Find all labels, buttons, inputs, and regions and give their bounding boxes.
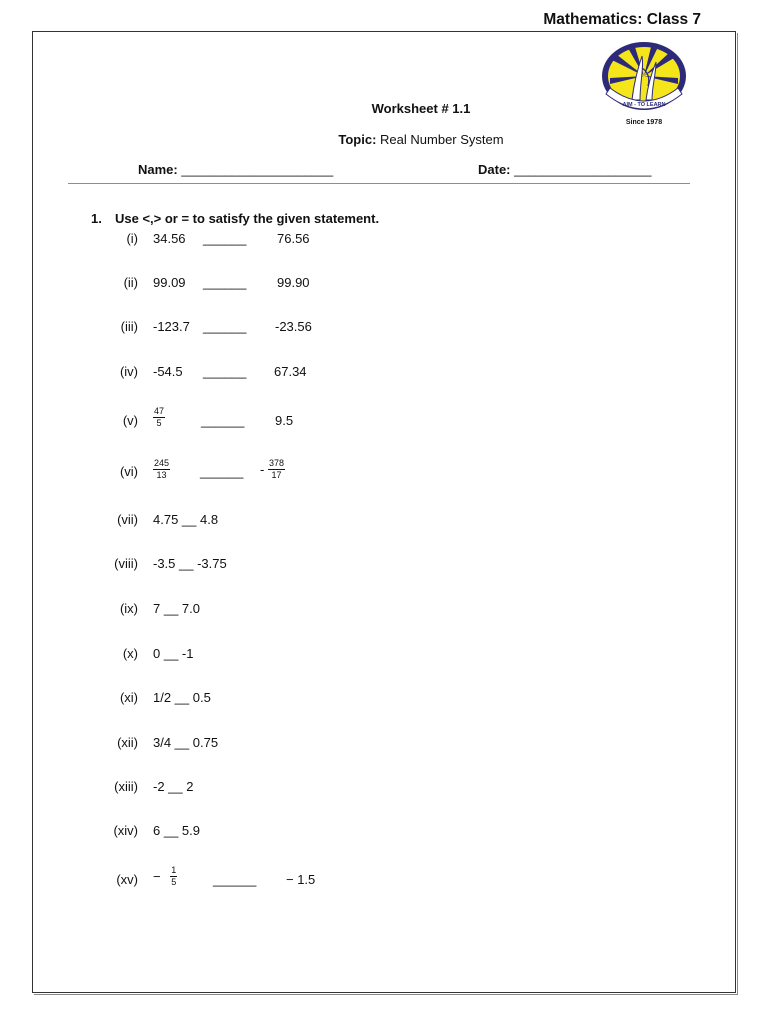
fraction-numerator: 378 xyxy=(268,458,284,468)
item-roman: (xii) xyxy=(117,735,138,750)
item-roman: (iii) xyxy=(120,319,138,334)
item-rhs: -23.56 xyxy=(275,319,312,334)
item-lhs xyxy=(153,865,177,888)
item-expression: 4.75 __ 4.8 xyxy=(153,512,219,527)
topic-label: Topic: xyxy=(338,132,377,147)
item-answer-blank[interactable]: ______ xyxy=(213,872,257,887)
item-roman: (xv) xyxy=(116,872,138,887)
fraction-numerator: 245 xyxy=(154,458,170,468)
item-answer-blank[interactable]: ______ xyxy=(203,364,247,379)
item-lhs-fraction xyxy=(153,458,170,481)
item-rhs: 9.5 xyxy=(275,413,294,428)
item-rhs-fraction xyxy=(268,458,285,481)
item-rhs: 67.34 xyxy=(274,364,307,379)
fraction-denominator: 5 xyxy=(156,418,162,428)
item-roman: (xiii) xyxy=(114,779,138,794)
name-field[interactable] xyxy=(138,162,333,177)
item-rhs: − 1.5 xyxy=(286,872,316,887)
date-field[interactable] xyxy=(478,162,652,177)
item-roman: (i) xyxy=(126,231,138,246)
item-expression: -2 __ 2 xyxy=(153,779,194,794)
item-lhs-fraction xyxy=(153,406,165,429)
fraction-numerator: 1 xyxy=(171,865,177,875)
item-expression: 6 __ 5.9 xyxy=(153,823,200,838)
item-answer-blank[interactable]: ______ xyxy=(200,464,244,479)
item-roman: (xiv) xyxy=(113,823,138,838)
item-roman: (iv) xyxy=(119,364,138,379)
fraction-denominator: 5 xyxy=(171,877,177,887)
page-header-title: Mathematics: Class 7 xyxy=(543,11,701,28)
item-roman: (viii) xyxy=(114,556,138,571)
lhs-sign: − xyxy=(153,869,161,884)
item-lhs-fraction xyxy=(170,865,177,888)
fraction-numerator: 47 xyxy=(154,406,165,416)
question-number: 1. xyxy=(91,211,102,226)
question-heading xyxy=(91,211,379,226)
item-answer-blank[interactable]: ______ xyxy=(201,413,245,428)
rhs-sign: - xyxy=(260,462,265,477)
item-roman: (ix) xyxy=(119,601,138,616)
item-expression: 0 __ -1 xyxy=(153,646,194,661)
item-rhs xyxy=(260,458,285,481)
logo-since-text: Since 1978 xyxy=(625,119,663,126)
item-expression: 1/2 __ 0.5 xyxy=(153,690,211,705)
header-divider xyxy=(68,183,690,184)
item-answer-blank[interactable]: ______ xyxy=(203,231,247,246)
worksheet-topic xyxy=(0,132,768,147)
item-lhs: 99.09 xyxy=(153,275,186,290)
item-roman: (vii) xyxy=(117,512,138,527)
item-roman: (x) xyxy=(122,646,138,661)
item-expression: 3/4 __ 0.75 xyxy=(153,735,219,750)
school-logo xyxy=(598,38,690,130)
item-roman: (v) xyxy=(122,413,138,428)
worksheet-title: Worksheet # 1.1 xyxy=(371,101,471,116)
item-answer-blank[interactable]: ______ xyxy=(203,275,247,290)
item-lhs: 34.56 xyxy=(153,231,186,246)
item-roman: (ii) xyxy=(123,275,138,290)
fraction-denominator: 13 xyxy=(156,470,167,480)
item-lhs xyxy=(153,458,170,481)
item-roman: (vi) xyxy=(119,464,138,479)
logo-motto: AIM - TO LEARN xyxy=(622,102,666,108)
item-roman: (xi) xyxy=(119,690,138,705)
item-expression: 7 __ 7.0 xyxy=(153,601,200,616)
topic-name: Real Number System xyxy=(380,132,504,147)
date-label: Date: xyxy=(478,162,511,177)
question-text: Use <,> or = to satisfy the given statement. xyxy=(115,211,380,226)
item-lhs: -123.7 xyxy=(153,319,190,334)
item-lhs: -54.5 xyxy=(153,364,183,379)
item-answer-blank[interactable]: ______ xyxy=(203,319,247,334)
item-rhs: 99.90 xyxy=(277,275,310,290)
fraction-denominator: 17 xyxy=(271,470,282,480)
item-expression: -3.5 __ -3.75 xyxy=(153,556,227,571)
date-blank[interactable]: ___________________ xyxy=(514,162,652,177)
name-label: Name: xyxy=(138,162,178,177)
name-blank[interactable]: _____________________ xyxy=(181,162,334,177)
item-lhs xyxy=(153,406,165,429)
item-rhs: 76.56 xyxy=(277,231,310,246)
